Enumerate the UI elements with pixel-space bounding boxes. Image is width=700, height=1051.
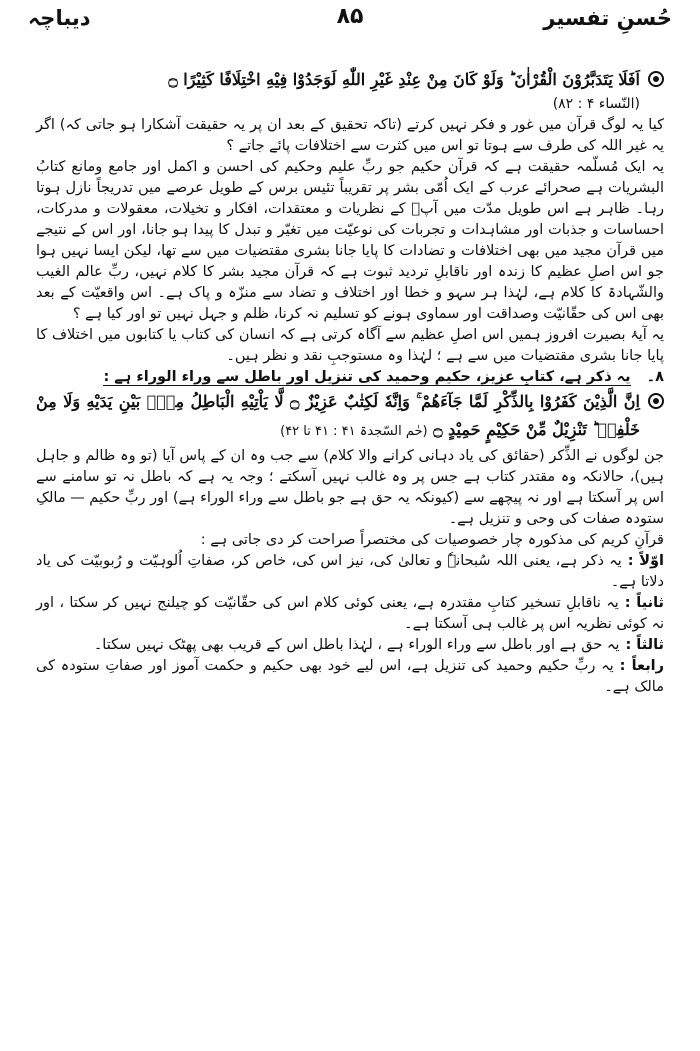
item-text: یہ ناقابلِ تسخیر کتابِ مقتدرہ ہے، یعنی کوئی کلام اس کی حقّانیّت کو چیلنج نہیں کر سکتا ، اور نہ کوئی نظریہ اس پر غالب ہی آسکتا ہے۔ (36, 595, 664, 632)
book-title: حُسنِ تفسیر (543, 6, 672, 30)
item-label: اوّلاً : (627, 553, 664, 569)
section-heading-8 (36, 367, 664, 388)
paragraph-2: یہ ایک مُسلّمہ حقیقت ہے کہ قرآن حکیم جو ربِّ علیم وحکیم کی احسن و اکمل اور جامع ومانع کتابُ البشریات ہے صحرائے عرب کے ایک اُمّی بشر پر تقریباً تئیس برس کے طویل عرصے میں تدریجاً نازل ہوتا رہا۔ ظاہر ہے اس طویل مدّت میں آپؐ کے نظریات و معتقدات، افکار و تخیلات، معقولات و مدرکات، احساسات و جذبات اور مشاہدات و تجربات کی نوعیّت میں تغیّر و تبدل کا پیدا ہو جانا، اور اس کے نتیجے میں قرآن مجید میں بھی اختلافات و تضادات کا پایا جانا بشری مقتضیات میں سے تھا، لیکن ایسا نہیں ہوا جو اس اصلِ عظیم کا زندہ اور ناقابلِ تردید ثبوت ہے کہ قرآن مجید بشر کا کلام نہیں، ربِّ عالم الغیب والشّہادۃ کا کلام ہے، لہٰذا ہر سہو و خطا اور اختلاف و تضاد سے منزّہ و پاک ہے۔ اس واقعیّت کے بعد بھی اس کی حقّانیّت وصداقت اور سماوی ہونے کو تسلیم نہ کرنا، ظلم و جہل نہیں تو اور کیا ہے ؟ (36, 159, 664, 322)
paragraph-4: جن لوگوں نے الذِّکر (حقائق کی یاد دہانی کرانے والا کلام) سے جب وہ ان کے پاس آیا (تو وہ ظالم و جاہل ہیں)، حالانکہ وہ مقتدر کتاب ہے جس پر وہ غالب نہیں آسکتے ؛ وجہ یہ ہے کہ باطل نہ تو سامنے سے اس پر آسکتا ہے اور نہ پیچھے سے (کیونکہ یہ حق ہے جو باطل سے وراء الوراء ہے) اور ربِّ حکیم — مالکِ ستودہ صفات کی وحی و تنزیل ہے۔ (36, 448, 664, 527)
item-label: ثانیاً : (624, 595, 665, 611)
verse-block-2 (36, 388, 664, 446)
verse-block-1 (36, 66, 664, 94)
heading-number: ۸۔ (646, 369, 664, 385)
heading-text: یہ ذکر ہے، کتابِ عزیز، حکیم وحمید کی تنزیل اور باطل سے وراء الوراء ہے : (103, 369, 631, 385)
verse-2-reference: (حٰم السّجدۃ ۴۱ : ۴۱ تا ۴۲) (280, 424, 428, 439)
bullet-icon (648, 393, 664, 409)
paragraph-3: یہ آیۂ بصیرت افروز ہمیں اس اصلِ عظیم سے آگاہ کرتی ہے کہ انسان کی کتاب یا کتابوں میں اختلاف کا پایا جانا بشری مقتضیات میں سے ہے ؛ لہٰذا وہ مستوجبِ نقد و نظر ہیں۔ (36, 327, 664, 364)
item-label: رابعاً : (619, 658, 664, 674)
item-label: ثالثاً : (625, 637, 664, 653)
list-item (36, 551, 664, 593)
section-title: دیباچہ (28, 6, 91, 30)
paragraph-1: کیا یہ لوگ قرآن میں غور و فکر نہیں کرتے (تاکہ تحقیق کے بعد ان پر یہ حقیقت آشکارا ہو جاتی کہ) اگر یہ غیر اللہ کی طرف سے ہوتا تو اس میں کثرت سے اختلافات پائے جاتے ؟ (36, 117, 664, 154)
item-text: یہ ربِّ حکیم وحمید کی تنزیل ہے، اس لیے خود بھی حکیم و حکمت آموز اور صفاتِ ستودہ کی مالک ہے۔ (36, 658, 664, 695)
item-text: یہ حق ہے اور باطل سے وراء الوراء ہے ، لہٰذا باطل اس کے قریب بھی پھٹک نہیں سکتا۔ (93, 637, 620, 653)
paragraph-5: قرآنِ کریم کی مذکورہ چار خصوصیات کی مختصراً صراحت کر دی جاتی ہے : (200, 532, 664, 548)
verse-1-arabic: اَفَلَا یَتَدَبَّرُوْنَ الْقُرْاٰنَ ؕ وَلَوْ کَانَ مِنْ عِنْدِ غَیْرِ اللّٰهِ لَوَجَدُوْا فِیْهِ اخْتِلَافًا کَثِیْرًا ۝ (168, 70, 640, 89)
item-text: یہ ذکر ہے، یعنی اللہ سُبحانہٗ و تعالیٰ کی، نیز اس کی، خاص کر، صفاتِ اُلوہیّت و رُبوبیّت کی یاد دلاتا ہے۔ (36, 553, 664, 590)
list-item (36, 635, 664, 656)
points-list (36, 551, 664, 698)
page-body (36, 66, 664, 698)
verse-2-arabic: اِنَّ الَّذِیْنَ کَفَرُوْا بِالذِّکْرِ لَمَّا جَآءَهُمْ ۚ وَاِنَّهٗ لَکِتٰبٌ عَزِیْزٌ ۝ لَّا یَاْتِیْهِ الْبَاطِلُ مِنْۢ بَیْنِ یَدَیْهِ وَلَا مِنْ خَلْفِهٖ ؕ تَنْزِیْلٌ مِّنْ حَکِیْمٍ حَمِیْدٍ ۝ (36, 392, 640, 439)
list-item (36, 656, 664, 698)
verse-1-reference: (النّساء ۴ : ۸۲) (552, 96, 640, 112)
list-item (36, 593, 664, 635)
bullet-icon (648, 71, 664, 87)
page-number: ۸۵ (336, 4, 364, 29)
